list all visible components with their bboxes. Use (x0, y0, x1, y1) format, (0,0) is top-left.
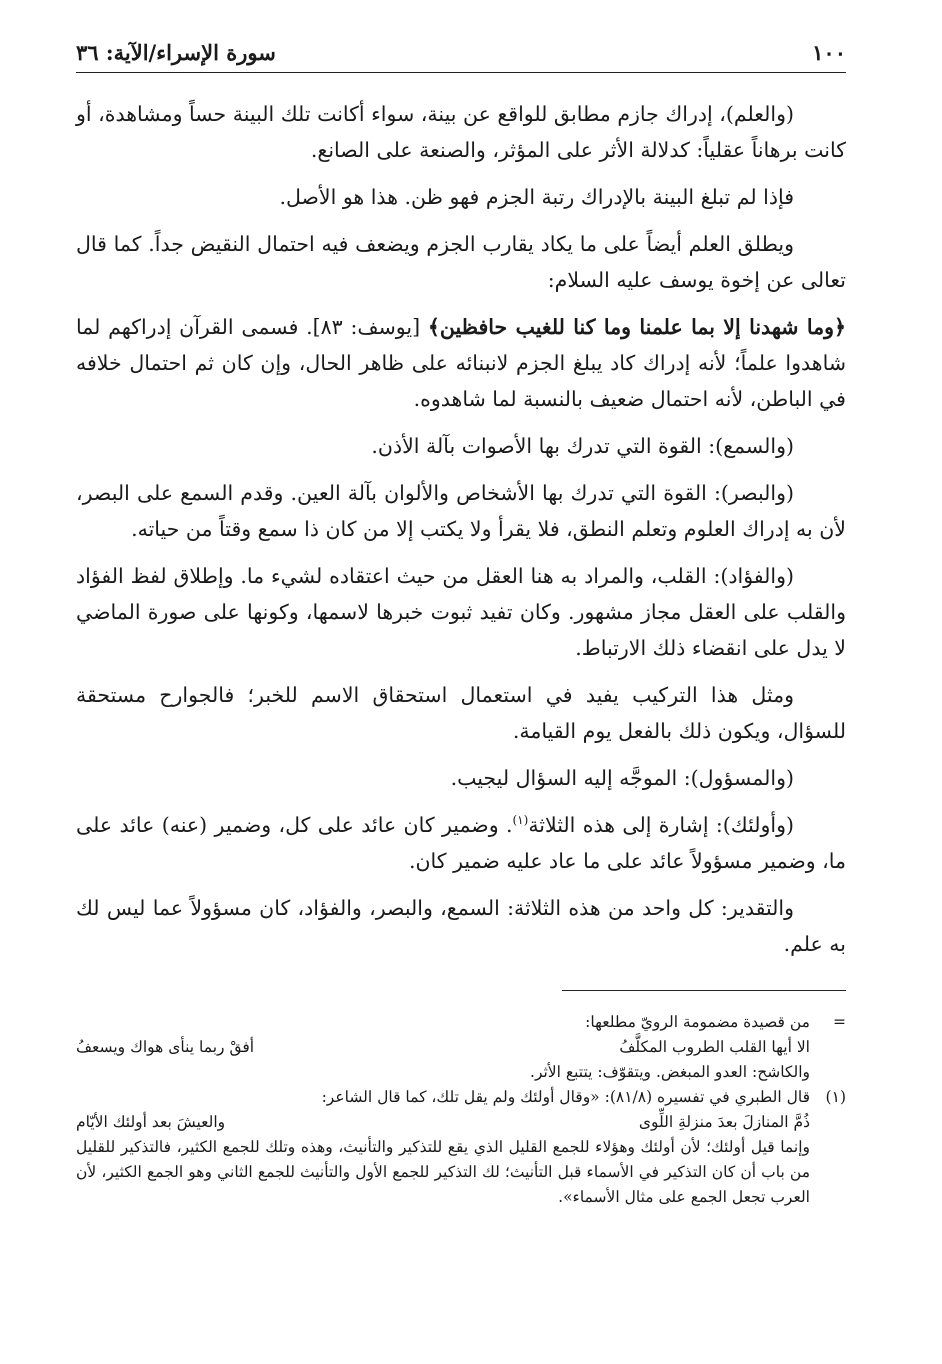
footnote-ref[interactable]: (١) (512, 813, 529, 828)
paragraph-hearing: (والسمع): القوة التي تدرك بها الأصوات بآلة الأذن. (371, 434, 794, 458)
paragraph-conjecture: فإذا لم تبلغ البينة بالإدراك رتبة الجزم فهو ظن. هذا هو الأصل. (279, 185, 794, 209)
paragraph-those (76, 807, 846, 879)
gloss-text: والكاشح: العدو المبغض. ويتقوّف: يتتبع الأثر. (530, 1063, 810, 1081)
paragraph-quran-quote (76, 309, 846, 417)
verse-2-second-hemistich: والعيشَ بعد أولئك الأيّام (76, 1113, 226, 1131)
verse-2-first-hemistich: ذُمَّ المنازلَ بعدَ منزلةِ اللِّوى (638, 1113, 810, 1131)
paragraph-those-b: . وضمير كان عائد على كل، وضمير (عنه) عائد على ما، وضمير مسؤولاً عائد على ما عاد عليه ضمير كان. (76, 813, 846, 873)
paragraph-knowledge: (والعلم)، إدراك جازم مطابق للواقع عن بينة، سواء أكانت تلك البينة حساً ومشاهدة، أو كانت برهاناً عقلياً: كدلالة الأثر على المؤثر، والصنعة على الصانع. (76, 102, 846, 162)
running-title: سورة الإسراء/الآية: ٣٦ (76, 40, 276, 65)
footnote-1 (76, 1085, 846, 1110)
poem-verse-2 (76, 1110, 846, 1135)
footnote-1-continued (76, 1135, 846, 1210)
footnote-1-text: قال الطبري في تفسيره (٨١/٨): «وقال أولئك ولم يقل تلك، كما قال الشاعر: (321, 1088, 810, 1106)
paragraph-knowledge-extended: ويطلق العلم أيضاً على ما يكاد يقارب الجزم ويضعف فيه احتمال النقيض جداً. كما قال تعالى عن إخوة يوسف عليه السلام: (76, 232, 846, 292)
poem-verse-1 (76, 1035, 846, 1060)
verse-1-second-hemistich: أفقْ ربما ينأى هواك ويسعفُ (76, 1038, 255, 1056)
main-text (76, 96, 846, 973)
footnote-1-mark: (١) (825, 1088, 846, 1106)
page-number: ١٠٠ (812, 40, 846, 65)
paragraph-heart: (والفؤاد): القلب، والمراد به هنا العقل من حيث اعتقاده لشيء ما. وإطلاق لفظ الفؤاد والقلب على العقل مجاز مشهور. وكان تفيد ثبوت خبرها لاسمها، وكونها على صورة الماضي لا يدل على انقضاء ذلك الارتباط. (76, 564, 846, 660)
footnotes (76, 1010, 846, 1210)
footnote-1-rest: وإنما قيل أولئك؛ لأن أولئك وهؤلاء للجمع القليل الذي يقع للتذكير والتأنيث، وهذه وتلك للجمع الكثير، فالتذكير للقليل من باب أن كان التذكير في الأسماء قبل التأنيث؛ لك التذكير للجمع الأول والتأنيث للجمع الثاني وهو الجمع الكثير، لأن العرب تجعل الجمع على مثال الأسماء». (76, 1138, 810, 1206)
quran-verse-commentary: [يوسف: ٨٣]. فسمى القرآن إدراكهم لما شاهدوا علماً؛ لأنه إدراك كاد يبلغ الجزم لانبنائه على ظاهر الحال، وإن كان ثم احتمال خلافه في الباطن، لأنه احتمال ضعيف بالنسبة لما شاهدوه. (76, 315, 846, 411)
continuation-text: من قصيدة مضمومة الرويّ مطلعها: (585, 1013, 810, 1031)
continuation-mark: = (833, 1013, 846, 1031)
paragraph-questioned: (والمسؤول): الموجَّه إليه السؤال ليجيب. (450, 766, 794, 790)
paragraph-those-a: (وأولئك): إشارة إلى هذه الثلاثة (528, 813, 794, 837)
paragraph-construction: ومثل هذا التركيب يفيد في استعمال استحقاق الاسم للخبر؛ فالجوارح مستحقة للسؤال، ويكون ذلك بالفعل يوم القيامة. (76, 683, 846, 743)
page-header (76, 36, 846, 73)
paragraph-estimation: والتقدير: كل واحد من هذه الثلاثة: السمع، والبصر، والفؤاد، كان مسؤولاً عما ليس لك به علم. (76, 896, 846, 956)
paragraph-sight: (والبصر): القوة التي تدرك بها الأشخاص والألوان بآلة العين. وقدم السمع على البصر، لأن به إدراك العلوم وتعلم النطق، فلا يقرأ ولا يكتب إلا من كان ذا سمع وقتاً من حياته. (76, 481, 846, 541)
quran-verse: ﴿وما شهدنا إلا بما علمنا وما كنا للغيب حافظين﴾ (427, 315, 846, 339)
footnote-separator (562, 990, 846, 991)
verse-1-first-hemistich: الا أيها القلب الطروب المكلَّفُ (619, 1038, 810, 1056)
gloss-line (76, 1060, 846, 1085)
footnote-continuation (76, 1010, 846, 1035)
